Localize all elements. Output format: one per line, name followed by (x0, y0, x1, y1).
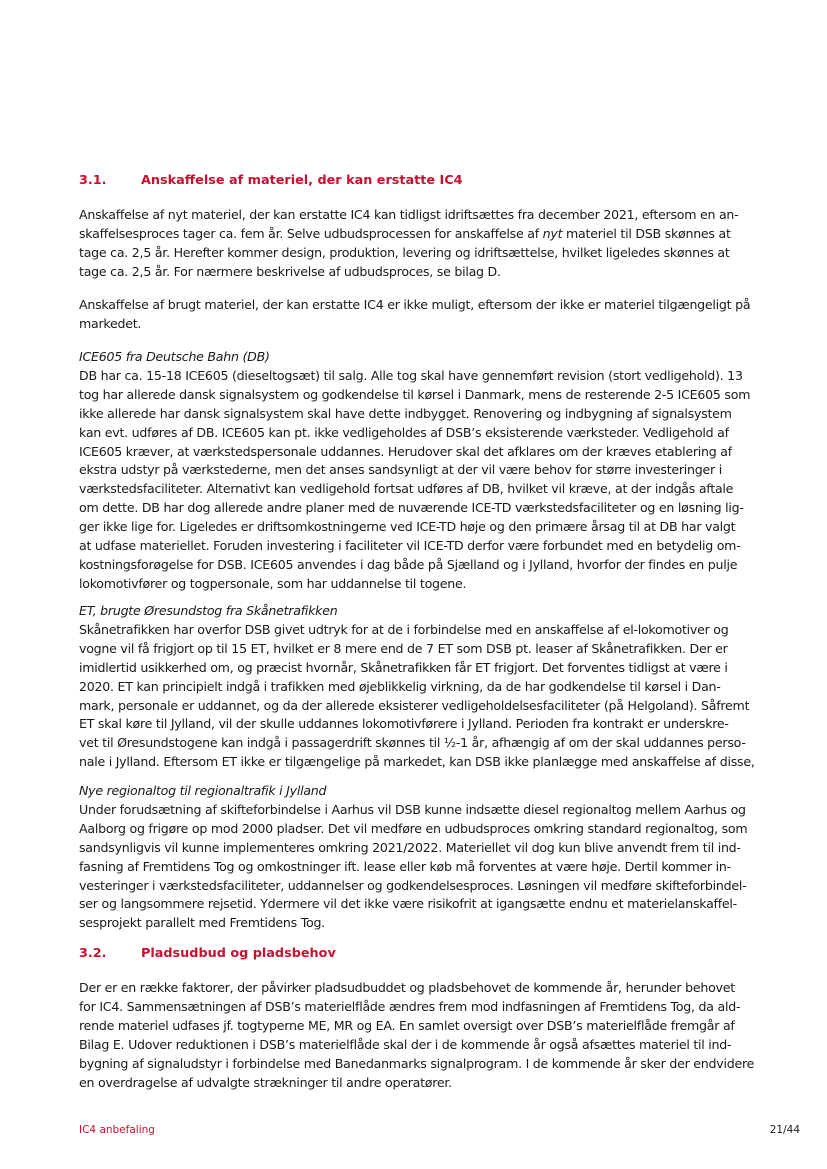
text-line: ET skal køre til Jylland, vil der skulle uddannes lokomotivførere i Jylland. Perioden fra kontrakt er underskre- (79, 716, 729, 732)
paragraph-ice605 (79, 348, 749, 594)
text-line: vogne vil få frigjort op til 15 ET, hvilket er 8 mere end de 7 ET som DSB pt. leaser af Skånetrafikken. Der er (79, 640, 728, 656)
text-line: ser og langsommere rejsetid. Ydermere vil det ikke være risikofrit at igangsætte endnu et materielanskaffel- (79, 896, 737, 912)
text-line: Skånetrafikken har overfor DSB givet udtryk for at de i forbindelse med en anskaffelse af el-lokomotiver og (79, 621, 729, 637)
footer-document-title: IC4 anbefaling (79, 1124, 155, 1136)
text-line: vet til Øresundstogene kan indgå i passagerdrift skønnes til ½-1 år, afhængig af om der skal uddannes perso- (79, 735, 746, 751)
text-line: vesteringer i værkstedsfaciliteter, uddannelser og godkendelsesproces. Løsningen vil medføre skifteforbindel- (79, 877, 747, 893)
text-segment: materiel til DSB skønnes at (566, 225, 731, 241)
text-line: imidlertid usikkerhed om, og præcist hvornår, Skånetrafikken får ET frigjort. Det forventes tidligst at være i (79, 659, 728, 675)
text-line: mark, personale er uddannet, og da der allerede eksisterer vedligeholdelsesfaciliteter (på Helgoland). Såfremt (79, 697, 750, 713)
text-line (79, 225, 749, 244)
text-line: Under forudsætning af skifteforbindelse i Aarhus vil DSB kunne indsætte diesel regionaltog mellem Aarhus og (79, 801, 746, 817)
text-line: ikke allerede har dansk signalsystem skal have dette indbygget. Renovering og indbygning af signalsystem (79, 405, 732, 421)
text-line: ger ikke lige for. Ligeledes er driftsomkostningerne ved ICE-TD høje og den primære årsag til at DB har valgt (79, 519, 736, 535)
text-line: tog har allerede dansk signalsystem og godkendelse til kørsel i Danmark, mens de resterende 2-5 ICE605 som (79, 386, 751, 402)
paragraph-et-oresundstog (79, 602, 755, 772)
text-line: Bilag E. Udover reduktionen i DSB’s materielflåde skal der i de kommende år også afsættes materiel til ind- (79, 1036, 732, 1052)
text-line: DB har ca. 15-18 ICE605 (dieseltogsæt) til salg. Alle tog skal have gennemført revision (stort vedligehold). 13 (79, 367, 743, 383)
text-line: sandsynligvis vil kunne implementeres omkring 2021/2022. Materiellet vil dog kun blive anvendt frem til ind- (79, 839, 741, 855)
paragraph-used-materiel (79, 296, 749, 334)
section-title: Pladsudbud og pladsbehov (141, 946, 336, 961)
text-line: en overdragelse af udvalgte strækninger til andre operatører. (79, 1074, 452, 1090)
text-line: ekstra udstyr på værkstederne, men det anses sandsynligt at der vil være behov for større investeringer i (79, 462, 722, 478)
text-line: tage ca. 2,5 år. Herefter kommer design, produktion, levering og idriftsættelse, hvilket ligeledes skønnes at (79, 244, 730, 260)
subheading: ET, brugte Øresundstog fra Skånetrafikken (79, 603, 338, 618)
section-number: 3.1. (79, 173, 107, 188)
text-line: Der er en række faktorer, der påvirker pladsudbuddet og pladsbehovet de kommende år, herunder behovet (79, 980, 735, 995)
text-line: Aalborg og frigøre op mod 2000 pladser. Det vil medføre en udbudsproces omkring standard regionaltog, som (79, 820, 748, 836)
text-line: markedet. (79, 315, 142, 331)
text-line: for IC4. Sammensætningen af DSB’s materielflåde ændres frem mod indfasningen af Fremtidens Tog, da ald- (79, 998, 741, 1014)
footer-page-number: 21/44 (769, 1124, 800, 1136)
text-line: om dette. DB har dog allerede andre planer med de nuværende ICE-TD værkstedsfaciliteter og en løsning lig- (79, 500, 744, 516)
text-line: værkstedsfaciliteter. Alternativt kan vedligehold fortsat udføres af DB, hvilket vil kræve, at der indgås aftale (79, 481, 734, 497)
text-line: fasning af Fremtidens Tog og omkostninger ift. lease eller køb må forventes at være høje. Dertil kommer in- (79, 858, 731, 874)
paragraph-regionaltog (79, 782, 749, 933)
text-line: tage ca. 2,5 år. For nærmere beskrivelse af udbudsproces, se bilag D. (79, 263, 501, 279)
text-line: Anskaffelse af nyt materiel, der kan erstatte IC4 kan tidligst idriftsættes fra december 2021, eftersom en an- (79, 207, 739, 222)
text-line: sesprojekt parallelt med Fremtidens Tog. (79, 915, 325, 931)
text-line: 2020. ET kan principielt indgå i trafikken med øjeblikkelig virkning, da de har godkendelse til kørsel i Dan- (79, 678, 721, 694)
text-line: nale i Jylland. Eftersom ET ikke er tilgængelige på markedet, kan DSB ikke planlægge med anskaffelse af disse, (79, 754, 755, 770)
subheading: Nye regionaltog til regionaltrafik i Jylland (79, 783, 327, 798)
text-line: ICE605 kræver, at værkstedspersonale uddannes. Herudover skal det afklares om der kræves etablering af (79, 443, 732, 459)
section-heading-3-1 (79, 171, 759, 191)
text-line: bygning af signaludstyr i forbindelse med Banedanmarks signalprogram. I de kommende år sker der endvidere (79, 1055, 755, 1071)
emphasis-text: nyt (542, 225, 563, 241)
text-line: kostningsforøgelse for DSB. ICE605 anvendes i dag både på Sjælland og i Jylland, hvorfor der findes en pulje (79, 556, 738, 572)
paragraph-new-materiel (79, 206, 749, 282)
section-heading-3-2 (79, 944, 759, 964)
text-line: Anskaffelse af brugt materiel, der kan erstatte IC4 er ikke muligt, eftersom der ikke er materiel tilgængeligt på (79, 297, 751, 312)
text-line: at udfase materiellet. Foruden investering i faciliteter vil ICE-TD derfor være forbundet med en betydelig om- (79, 538, 741, 554)
subheading: ICE605 fra Deutsche Bahn (DB) (79, 349, 270, 364)
paragraph-pladsbehov (79, 979, 755, 1092)
text-line: kan evt. udføres af DB. ICE605 kan pt. ikke vedligeholdes af DSB’s eksisterende værksteder. Vedligehold af (79, 424, 729, 440)
text-line: rende materiel udfases jf. togtyperne ME, MR og EA. En samlet oversigt over DSB’s materielflåde fremgår af (79, 1017, 735, 1033)
text-segment: skaffelsesproces tager ca. fem år. Selve udbudsprocessen for anskaffelse af (79, 225, 539, 241)
section-number: 3.2. (79, 946, 107, 961)
text-line: lokomotivfører og togpersonale, som har uddannelse til togene. (79, 575, 467, 591)
section-title: Anskaffelse af materiel, der kan erstatte IC4 (141, 173, 463, 188)
